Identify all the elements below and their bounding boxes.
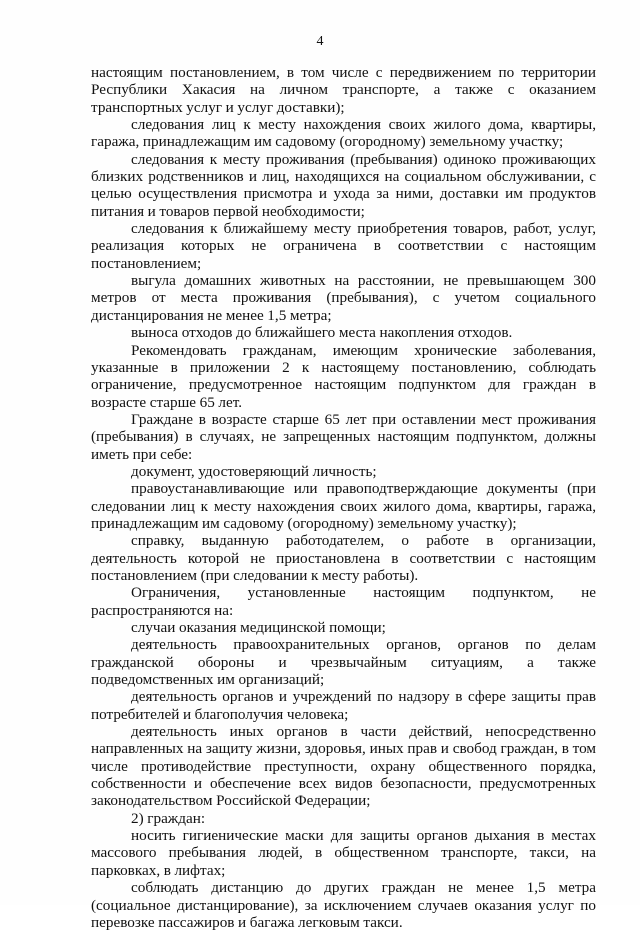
paragraph: выноса отходов до ближайшего места накопления отходов. xyxy=(131,324,513,342)
paragraph: правоустанавливающие или правоподтверждающие документы (при следовании лиц к месту нахождения своих жилого дома, квартиры, гаража, принадлежащим им садовому (огородному) земельному участку); xyxy=(91,480,596,532)
page-number: 4 xyxy=(316,34,324,49)
paragraph: случаи оказания медицинской помощи; xyxy=(131,619,386,636)
paragraph: Граждане в возрасте старше 65 лет при оставлении мест проживания (пребывания) в случаях, не запрещенных настоящим подпунктом, должны иметь при себе: xyxy=(91,410,596,463)
document-body xyxy=(91,64,596,931)
paragraph: деятельность органов и учреждений по надзору в сфере защиты прав потребителей и благополучия человека; xyxy=(91,688,596,723)
paragraph: соблюдать дистанцию до других граждан не менее 1,5 метра (социальное дистанцирование), за исключением случаев оказания услуг по перевозке пассажиров и багажа легковым такси. xyxy=(91,879,596,931)
paragraph: 2) граждан: xyxy=(131,809,206,827)
paragraph: справку, выданную работодателем, о работе в организации, деятельность которой не приостановлена в соответствии с настоящим постановлением (при следовании к месту работы). xyxy=(91,532,596,584)
paragraph: Рекомендовать гражданам, имеющим хронические заболевания, указанные в приложении 2 к настоящему постановлению, соблюдать ограничение, предусмотренное настоящим подпунктом для граждан в возрасте старше 65 лет. xyxy=(91,341,596,411)
paragraph: деятельность иных органов в части действий, непосредственно направленных на защиту жизни, здоровья, иных прав и свобод граждан, в том числе противодействие преступности, охрану общественного порядка, собственности и обеспечение всех видов безопасности, предусмотренных законодательством Российской Федерации; xyxy=(91,723,596,810)
paragraph: следования к месту проживания (пребывания) одиноко проживающих близких родственников и лиц, находящихся на социальном обслуживании, с целью осуществления присмотра и ухода за ними, доставки им продуктов питания и товаров первой необходимости; xyxy=(91,150,596,220)
paragraph: Ограничения, установленные настоящим подпунктом, не распространяются на: xyxy=(91,584,596,619)
paragraph: носить гигиенические маски для защиты органов дыхания в местах массового пребывания людей, в общественном транспорте, такси, на парковках, в лифтах; xyxy=(91,827,596,879)
paragraph: следования к ближайшему месту приобретения товаров, работ, услуг, реализация которых не ограничена в соответствии с настоящим постановлением; xyxy=(91,220,596,272)
paragraph: деятельность правоохранительных органов, органов по делам гражданской обороны и чрезвычайным ситуациям, а также подведомственных им организаций; xyxy=(91,636,596,689)
paragraph: настоящим постановлением, в том числе с передвижением по территории Республики Хакасия на личном транспорте, а также с оказанием транспортных услуг и услуг доставки); xyxy=(91,64,596,116)
paragraph: документ, удостоверяющий личность; xyxy=(131,462,377,480)
paragraph: выгула домашних животных на расстоянии, не превышающем 300 метров от места проживания (пребывания), с учетом социального дистанцирования не менее 1,5 метра; xyxy=(91,272,596,324)
paragraph: следования лиц к месту нахождения своих жилого дома, квартиры, гаража, принадлежащим им садовому (огородному) земельному участку; xyxy=(91,116,596,151)
